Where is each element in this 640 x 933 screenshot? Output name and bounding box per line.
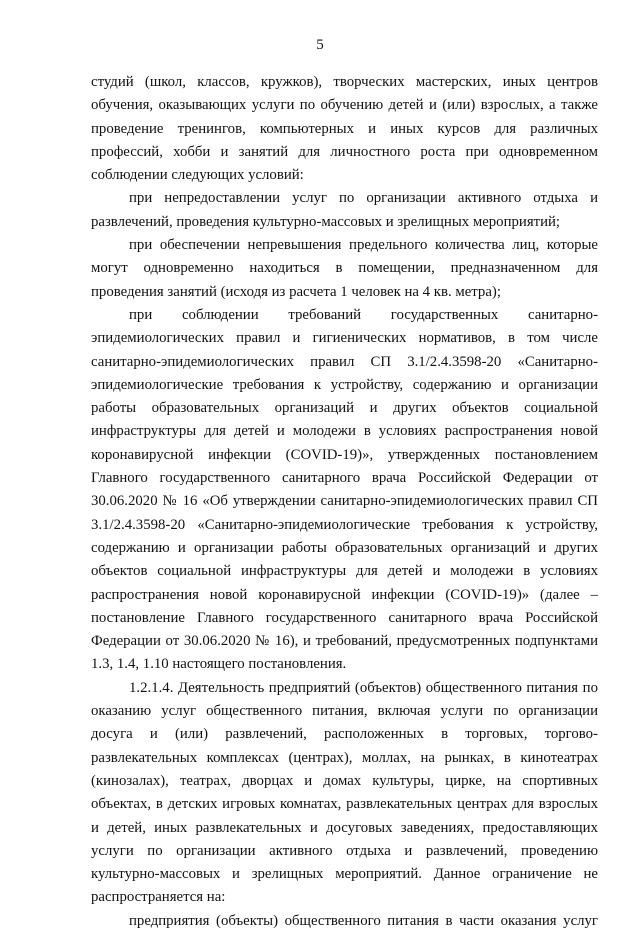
paragraph-studios: студий (школ, классов, кружков), творческих мастерских, иных центров обучения, оказывающих услуги по обучению детей и (или) взрослых, а также проведение тренингов, компьютерных и иных курсов для различных профессий, хобби и занятий для личностного роста при одновременном соблюдении следующих условий:: [91, 74, 598, 184]
paragraph-catering-exception: предприятия (объекты) общественного питания в части оказания услуг: [129, 912, 598, 929]
paragraph-occupancy-limit: при обеспечении непревышения предельного количества лиц, которые могут одновременно находиться в помещении, предназначенном для проведения занятий (исходя из расчета 1 человек на 4 кв. метра);: [91, 237, 598, 300]
document-body: [91, 71, 598, 933]
page-number: 5: [316, 37, 324, 53]
paragraph-catering: 1.2.1.4. Деятельность предприятий (объектов) общественного питания по оказанию услуг общественного питания, включая услуги по организации досуга и (или) развлечений, расположенных в торговых, торгово-развлекательных комплексах (центрах), моллах, на рынках, в кинотеатрах (кинозалах), театрах, дворцах и домах культуры, цирке, на спортивных объектах, в детских игровых комнатах, развлекательных центрах для взрослых и детей, иных развлекательных и досуговых заведениях, предоставляющих услуги по организации активного отдыха и развлечений, проведению культурно-массовых и зрелищных мероприятий. Данное ограничение не распространяется на:: [91, 679, 598, 906]
paragraph-no-entertainment: при непредоставлении услуг по организации активного отдыха и развлечений, проведения культурно-массовых и зрелищных мероприятий;: [91, 190, 598, 230]
paragraph-sanitary-rules: при соблюдении требований государственных санитарно-эпидемиологических правил и гигиенических нормативов, в том числе санитарно-эпидемиологических правил СП 3.1/2.4.3598-20 «Санитарно-эпидемиологические требования к устройству, содержанию и организации работы образовательных организаций и других объектов социальной инфраструктуры для детей и молодежи в условиях распространения новой коронавирусной инфекции (COVID-19)», утвержденных постановлением Главного государственного санитарного врача Российской Федерации от 30.06.2020 № 16 «Об утверждении санитарно-эпидемиологических правил СП 3.1/2.4.3598-20 «Санитарно-эпидемиологические требования к устройству, содержанию и организации работы образовательных организаций и других объектов социальной инфраструктуры для детей и молодежи в условиях распространения новой коронавирусной инфекции (COVID-19)» (далее – постановление Главного государственного санитарного врача Российской Федерации от 30.06.2020 № 16), и требований, предусмотренных подпунктами 1.3, 1.4, 1.10 настоящего постановления.: [91, 306, 598, 673]
